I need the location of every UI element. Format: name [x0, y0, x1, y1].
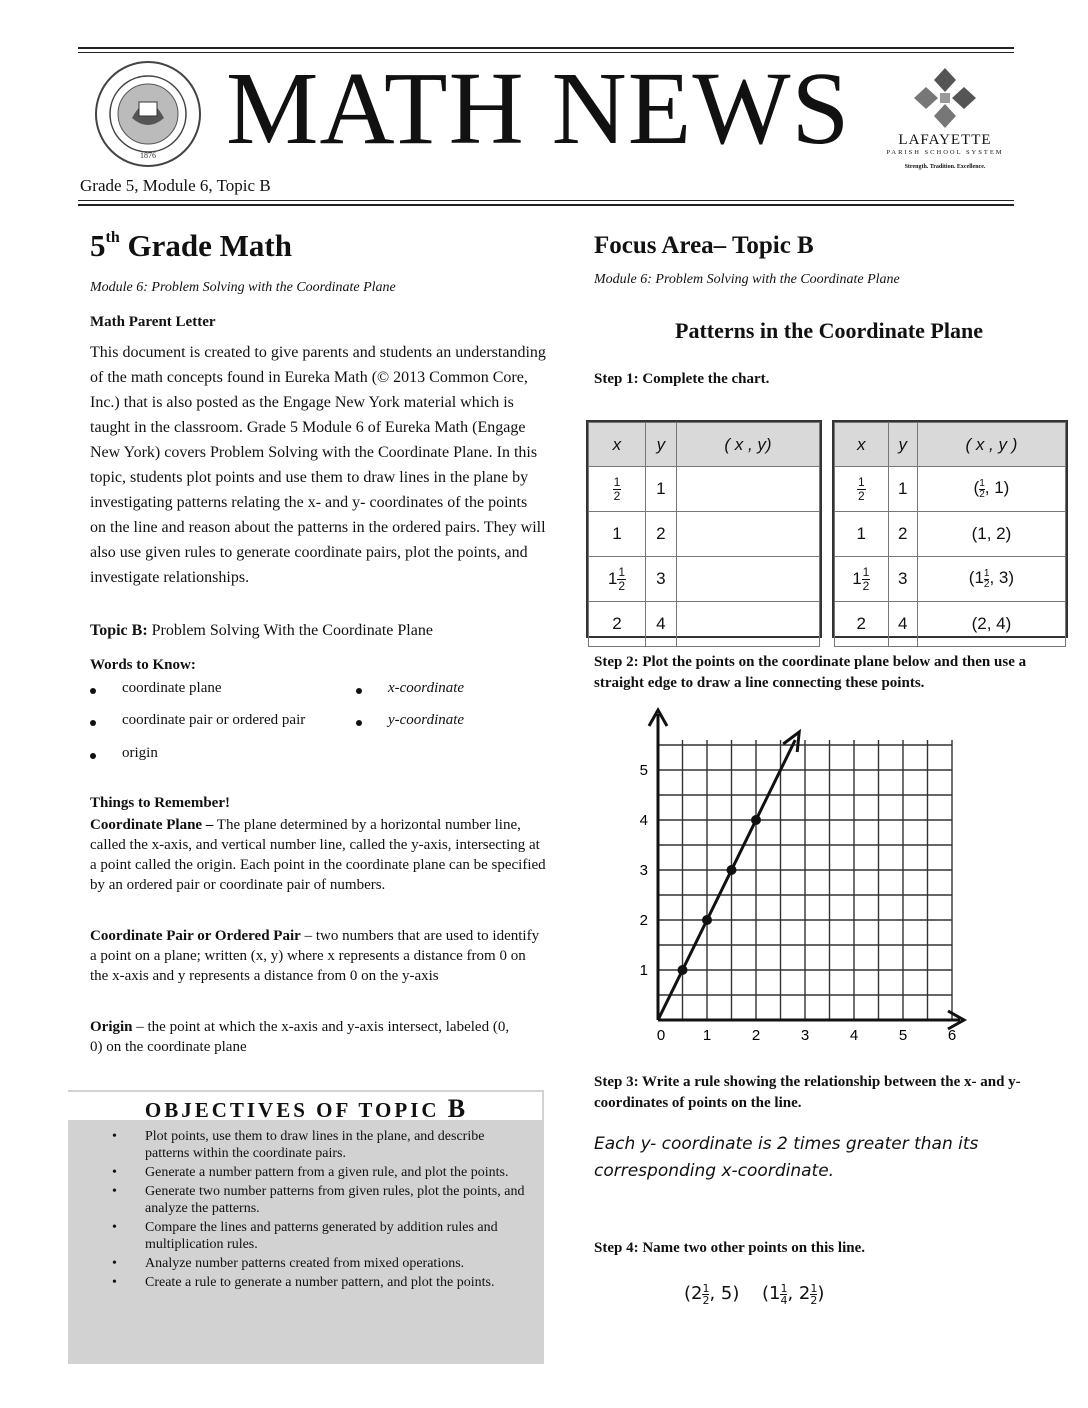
step-3: Step 3: Write a rule showing the relationship between the x- and y- coordinates of points on the line. — [594, 1074, 1021, 1111]
col-y-header: y — [645, 423, 676, 467]
masthead-subtitle: Grade 5, Module 6, Topic B — [80, 176, 271, 195]
left-module-line: Module 6: Problem Solving with the Coordinate Plane — [90, 280, 396, 295]
word-item: origin — [90, 745, 158, 762]
x-tick-label: 3 — [800, 1027, 810, 1044]
rule-answer-line-1: Each y- coordinate is 2 times greater than its — [594, 1134, 979, 1154]
objective-item: • Compare the lines and patterns generated by addition rules and multiplication rules. — [112, 1219, 532, 1253]
table-row: 2 4 — [589, 602, 820, 647]
col-x-header: x — [835, 423, 889, 467]
chart-table-blank — [586, 420, 822, 638]
words-to-know-list — [90, 676, 550, 772]
word-item: coordinate pair or ordered pair — [90, 712, 305, 729]
data-point — [702, 915, 712, 925]
lpss-name: LAFAYETTE — [898, 132, 992, 148]
x-tick-label: 5 — [898, 1027, 908, 1044]
step-2: Step 2: Plot the points on the coordinate plane below and then use a straight edge to draw a line connecting these points. — [594, 654, 1027, 691]
letter-body: This document is created to give parents and students an understanding of the math concepts found in Eureka Math (© 2013 Common Core, Inc.) that is also posted as the Engage New York material which is taught in the classroom. Grade 5 Module 6 of Eureka Math (Engage New York) covers Problem Solving with the Coordinate Plane. In this topic, students plot points and use them to draw lines in the plane by investigating patterns relating the x- and y- coordinates of the points on the line and reason about the patterns in the ordered pairs. They will also use given rules to generate coordinate pairs, plot the points, and investigate relationships. — [90, 344, 546, 586]
lpss-sub: PARISH SCHOOL SYSTEM — [886, 149, 1004, 156]
table-row: 1 2 (1, 2) — [835, 512, 1066, 557]
y-tick-label: 5 — [639, 762, 648, 779]
words-heading: Words to Know: — [90, 657, 196, 673]
data-point — [751, 815, 761, 825]
def-coordinate-pair: Coordinate Pair or Ordered Pair – two numbers that are used to identify a point on a plane; written (x, y) where x represents a distance from 0 on the x-axis and y represents a distance from 0 on the y-axis — [90, 928, 540, 984]
lpss-logo — [878, 66, 1012, 170]
y-tick-label: 1 — [639, 962, 648, 979]
table-row: 1 $\frac{1}{2}$ 3 (1 $\frac{1}{2}$ , 3) — [835, 557, 1066, 602]
masthead-title: MATH NEWS — [226, 51, 851, 166]
coordinate-plane-graph — [630, 700, 974, 1046]
objectives-title: OBJECTIVES OF TOPIC B — [144, 1094, 466, 1123]
step-4: Step 4: Name two other points on this line. — [594, 1240, 865, 1256]
focus-heading: Focus Area– Topic B — [594, 232, 814, 259]
lpss-tagline: Strength. Tradition. Excellence. — [904, 164, 986, 170]
patterns-title: Patterns in the Coordinate Plane — [675, 318, 983, 343]
data-point — [727, 865, 737, 875]
y-tick-label: 2 — [639, 912, 648, 929]
table-row: 1 $\frac{1}{2}$ 3 — [589, 557, 820, 602]
col-pair-header: ( x , y ) — [917, 423, 1065, 467]
svg-text:1876: 1876 — [140, 151, 156, 160]
objectives-list — [112, 1128, 532, 1293]
grade-heading: 5th Grade Math — [90, 228, 292, 263]
table-row: 2 4 (2, 4) — [835, 602, 1066, 647]
answer-cell[interactable] — [676, 557, 819, 602]
header-rule-thick — [78, 204, 1014, 206]
objective-item: • Create a rule to generate a number pattern, and plot the points. — [112, 1274, 532, 1291]
def-coordinate-plane: Coordinate Plane – The plane determined by a horizontal number line, called the x-axis, and vertical number line, called the y-axis, intersecting at a point called the origin. Each point in the coordinate plane can be specified by an ordered pair or coordinate pair of numbers. — [90, 817, 546, 893]
y-tick-label: 3 — [639, 862, 648, 879]
school-board-seal — [92, 58, 204, 170]
objective-item: • Plot points, use them to draw lines in the plane, and describe patterns within the coordinate pairs. — [112, 1128, 532, 1162]
table-row: 1 2 — [589, 512, 820, 557]
word-item: y-coordinate — [356, 712, 464, 729]
x-tick-label: 4 — [849, 1027, 859, 1044]
y-tick-label: 4 — [639, 812, 648, 829]
objective-item: • Generate two number patterns from given rules, plot the points, and analyze the patterns. — [112, 1183, 532, 1217]
letter-heading: Math Parent Letter — [90, 314, 216, 330]
table-row: $\frac{1}{2}$ 1 ( $\frac{1}{2}$ , 1) — [835, 467, 1066, 512]
x-tick-label: 0 — [656, 1027, 666, 1044]
col-pair-header: ( x , y) — [676, 423, 819, 467]
header-rule — [78, 200, 1014, 201]
objective-item: • Analyze number patterns created from mixed operations. — [112, 1255, 532, 1272]
step-1: Step 1: Complete the chart. — [594, 371, 770, 387]
word-item: x-coordinate — [356, 680, 464, 697]
right-module-line: Module 6: Problem Solving with the Coordinate Plane — [594, 272, 900, 287]
x-tick-label: 6 — [947, 1027, 957, 1044]
rule-answer-line-2: corresponding x-coordinate. — [594, 1161, 835, 1181]
col-x-header: x — [589, 423, 646, 467]
answer-cell[interactable] — [676, 512, 819, 557]
topic-line: Topic B: Problem Solving With the Coordinate Plane — [90, 622, 433, 639]
word-item: coordinate plane — [90, 680, 222, 697]
other-point-2: (1 $\frac{1}{4}$ , 2 $\frac{1}{2}$ ) — [762, 1281, 825, 1307]
other-point-1: (2 $\frac{1}{2}$ , 5) — [684, 1281, 740, 1307]
col-y-header: y — [888, 423, 917, 467]
x-tick-label: 1 — [702, 1027, 712, 1044]
data-point — [678, 965, 688, 975]
plotted-line — [658, 740, 795, 1020]
def-origin: Origin – the point at which the x-axis and y-axis intersect, labeled (0, 0) on the coordinate plane — [90, 1019, 510, 1055]
answer-cell[interactable] — [676, 602, 819, 647]
chart-table-completed — [832, 420, 1068, 638]
answer-cell[interactable] — [676, 467, 819, 512]
x-tick-label: 2 — [751, 1027, 761, 1044]
table-row: $\frac{1}{2}$ 1 — [589, 467, 820, 512]
objective-item: • Generate a number pattern from a given rule, and plot the points. — [112, 1164, 532, 1181]
remember-heading: Things to Remember! — [90, 795, 230, 811]
top-rule — [78, 47, 1014, 49]
lpss-emblem-icon — [912, 66, 978, 130]
